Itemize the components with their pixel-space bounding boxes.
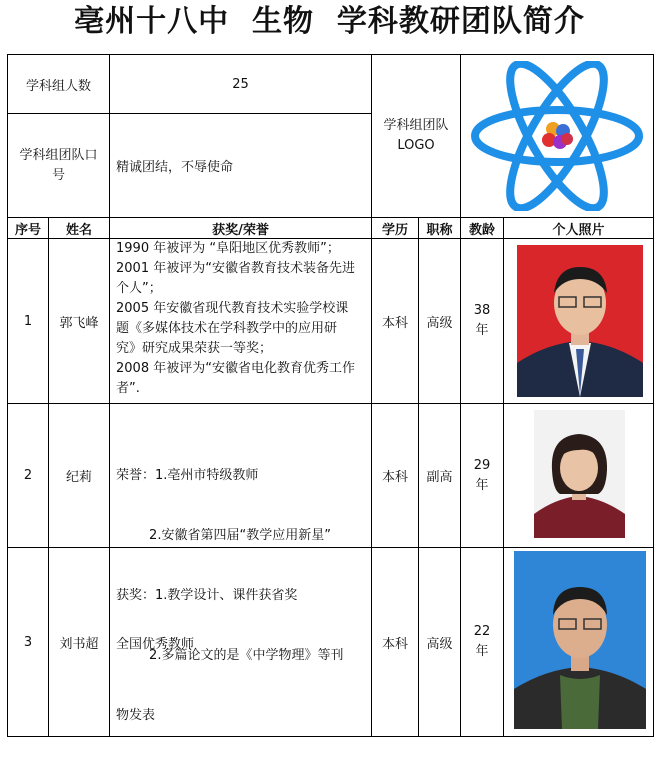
teacher-photo-2 <box>534 410 625 538</box>
header-education: 学历 <box>371 217 419 239</box>
header-name: 姓名 <box>48 217 110 239</box>
logo-label-cell: 学科组团队 LOGO <box>371 54 461 218</box>
education-cell: 本科 <box>371 238 419 404</box>
logo-cell <box>460 54 654 218</box>
table-row: 1 <box>7 238 49 404</box>
teacher-photo-1 <box>517 245 643 397</box>
header-years: 教龄 <box>460 217 504 239</box>
page-title: 亳州十八中 生物 学科教研团队简介 <box>74 4 585 39</box>
slogan-value-cell: 精诚团结，不辱使命 <box>109 113 372 218</box>
rank-cell: 高级 <box>418 238 461 404</box>
awards-cell: 1990 年被评为 “阜阳地区优秀教师”； 2001 年被评为“安徽省教育技术装备先进 个人”； 2005 年安徽省现代教育技术实验学校课 题《多媒体技术在学科教学中的应用研 究》研究成果荣获一等奖； 2008 年被评为“安徽省电化教育优秀工作 者”. <box>109 238 372 404</box>
header-awards: 获奖/荣誉 <box>109 217 372 239</box>
member-count-label-cell: 学科组人数 <box>7 54 110 114</box>
rank-cell: 副高 <box>418 403 461 548</box>
header-title: 职称 <box>418 217 461 239</box>
photo-cell <box>503 403 654 548</box>
table-row: 2 <box>7 403 49 548</box>
teacher-name: 纪莉 <box>48 403 110 548</box>
photo-cell <box>503 547 654 737</box>
atom-logo-icon <box>467 61 647 211</box>
table-row: 3 <box>7 547 49 737</box>
education-cell: 本科 <box>371 403 419 548</box>
teacher-name: 刘书超 <box>48 547 110 737</box>
awards-cell: 荣誉：1.亳州市特级教师 2.安徽省第四届“教学应用新星” 获奖：1.教学设计、课件获省奖 2.多篇论文的是《中学物理》等刊 物发表 <box>109 403 372 548</box>
years-cell: 38 年 <box>460 238 504 404</box>
slogan-label-cell: 学科组团队口号 <box>7 113 110 218</box>
member-count-value-cell: 25 <box>109 54 372 114</box>
years-cell: 29 年 <box>460 403 504 548</box>
awards-cell: 全国优秀教师 <box>109 547 372 737</box>
photo-cell <box>503 238 654 404</box>
education-cell: 本科 <box>371 547 419 737</box>
teacher-name: 郭飞峰 <box>48 238 110 404</box>
header-index: 序号 <box>7 217 49 239</box>
years-cell: 22 年 <box>460 547 504 737</box>
header-photo: 个人照片 <box>503 217 654 239</box>
teacher-photo-3 <box>514 551 646 729</box>
rank-cell: 高级 <box>418 547 461 737</box>
